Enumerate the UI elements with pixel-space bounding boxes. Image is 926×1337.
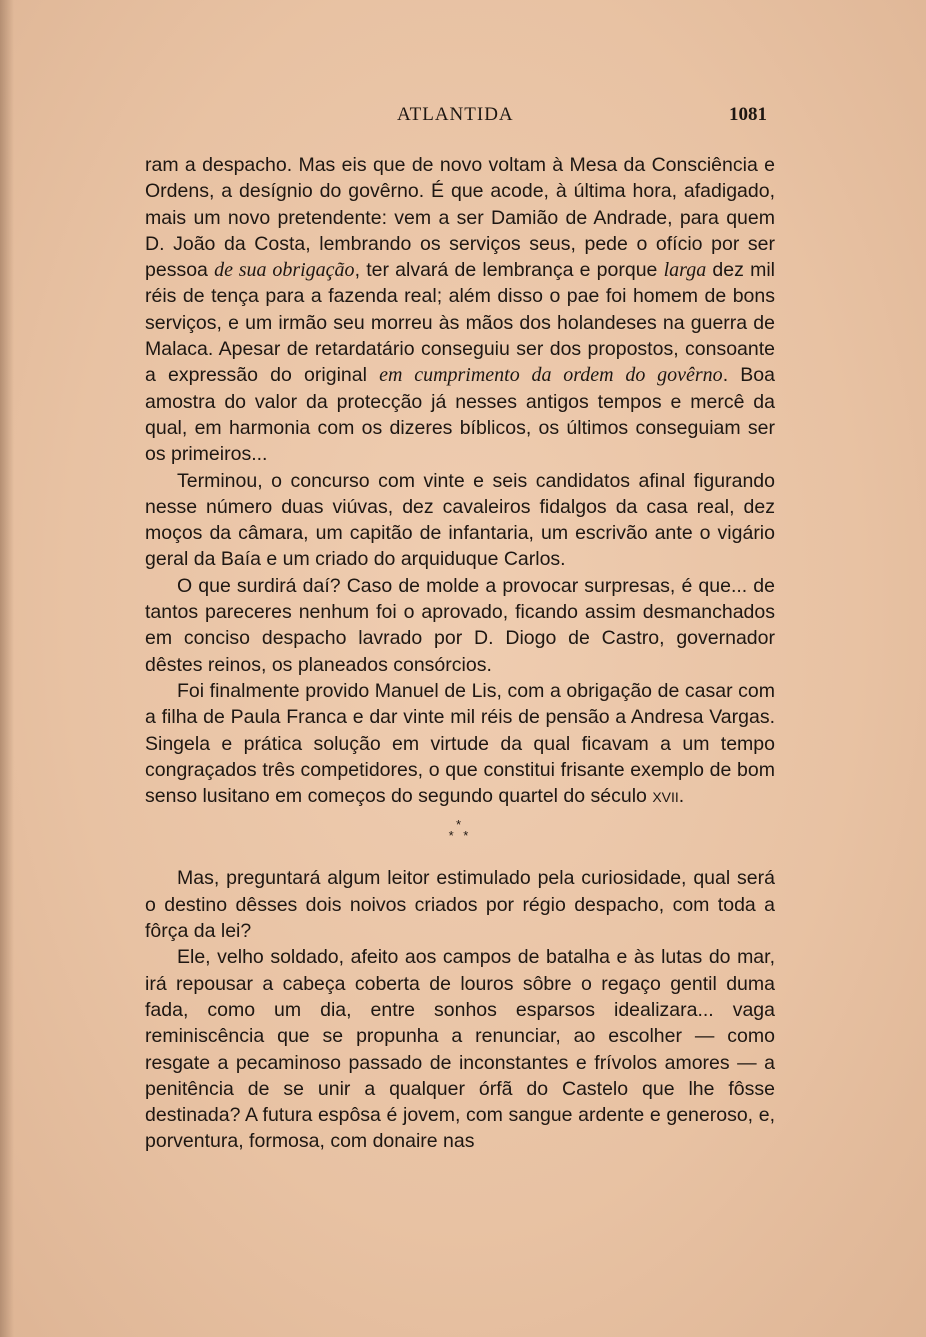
italic-phrase: larga — [663, 259, 707, 282]
paragraphs-before-break — [145, 152, 775, 809]
text-segment: ram a despacho. Mas eis que de novo voltam à Mesa da Consciência e Ordens, a desígnio do govêrno. É que acode, à última hora, afadigado, mais um novo pretendente: vem a ser Damião de Andrade, para quem D. João da Costa, lembrando os serviços seus, pede o ofício por ser pessoa — [145, 154, 775, 282]
paragraph — [145, 152, 775, 468]
text-segment: . Boa amostra do valor da protecção já nesses antigos tempos e mercê da qual, em harmonia com os dizeres bíblicos, os últimos conseguiam ser os primeiros... — [145, 364, 775, 466]
italic-phrase: em cumprimento da ordem do govêrno — [379, 364, 723, 387]
paragraph — [145, 573, 775, 678]
section-break-asterism — [145, 809, 775, 865]
paragraph — [145, 944, 775, 1154]
italic-phrase: de sua obrigação — [214, 259, 355, 282]
body-text — [145, 152, 775, 1155]
text-segment: xvii — [652, 785, 679, 808]
running-title: ATLANTIDA — [397, 104, 514, 125]
page-header — [145, 104, 775, 132]
page-edge-shadow — [0, 0, 14, 1337]
text-segment: Ele, velho soldado, afeito aos campos de batalha e às lutas do mar, irá repousar a cabeça coberta de louros sôbre o regaço gentil duma fada, como um dia, entre sonhos esparsos idealizara... vaga reminiscência que se propunha a renunciar, ao escolher — como resgate a pecaminoso passado de inconstantes e frívolos amores — a penitência de se unir a qualquer órfã do Castelo que lhe fôsse destinada? A futura espôsa é jovem, com sangue ardente e generoso, e, porventura, formosa, com donaire nas — [145, 946, 775, 1153]
text-segment: O que surdirá daí? Caso de molde a provocar surpresas, é que... de tantos pareceres nenhum foi o aprovado, ficando assim desmanchados em conciso despacho lavrado por D. Diogo de Castro, governador dêstes reinos, os planeados consórcios. — [145, 574, 775, 676]
text-segment: . — [678, 785, 685, 808]
asterism-bottom: * * — [448, 828, 472, 844]
paragraph — [145, 678, 775, 809]
text-segment: Terminou, o concurso com vinte e seis candidatos afinal figurando nesse número duas viúvas, dez cavaleiros fidalgos da casa real, dez moços da câmara, um capitão de infantaria, um escrivão ante o vigário geral da Baía e um criado do arquiduque Carlos. — [145, 469, 775, 571]
text-segment: Foi finalmente provido Manuel de Lis, com a obrigação de casar com a filha de Paula Franca e dar vinte mil réis de pensão a Andresa Vargas. Singela e prática solução em virtude da qual ficavam a um tempo congraçados três competidores, o que constitui frisante exemplo de bom senso lusitano em começos do segundo quartel do século — [145, 679, 775, 808]
paragraph — [145, 865, 775, 944]
asterism-top: * — [455, 817, 465, 833]
text-segment: , ter alvará de lembrança e porque — [354, 259, 664, 282]
paragraphs-after-break — [145, 865, 775, 1154]
page-number: 1081 — [729, 104, 767, 125]
text-segment: dez mil réis de tença para a fazenda real; além disso o pae foi homem de bons serviços, e um irmão seu morreu às mãos dos holandeses na guerra de Malaca. Apesar de retardatário conseguiu ser dos propostos, consoante a expressão do original — [145, 259, 775, 387]
paragraph — [145, 468, 775, 573]
text-segment: Mas, preguntará algum leitor estimulado pela curiosidade, qual será o destino dêsses dois noivos criados por régio despacho, com toda a fôrça da lei? — [145, 867, 775, 943]
